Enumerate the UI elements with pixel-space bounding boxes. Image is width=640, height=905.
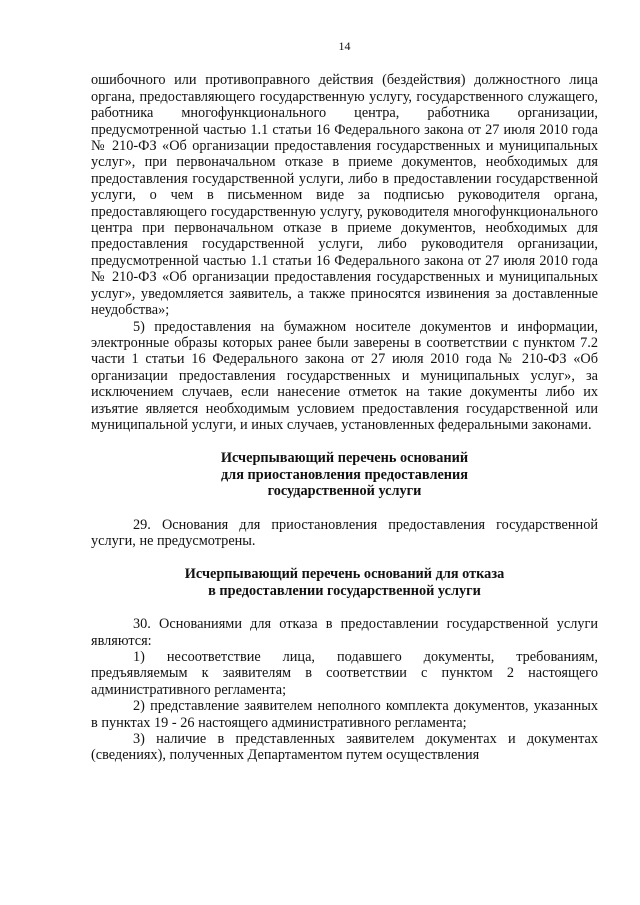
page-number: 14	[338, 39, 351, 53]
list-item-1: 1) несоответствие лица, подавшего документы, требованиям, предъявляемым к заявителям в соответствии с пунктом 2 настоящего административного регламента;	[91, 649, 598, 698]
heading-line: для приостановления предоставления	[220, 466, 469, 483]
section-heading-refusal	[91, 566, 598, 599]
heading-line: Исчерпывающий перечень оснований для отказа	[184, 566, 505, 583]
heading-line: Исчерпывающий перечень оснований	[220, 450, 469, 467]
paragraph-30: 30. Основаниями для отказа в предоставлении государственной услуги являются:	[91, 616, 598, 649]
list-item-3: 3) наличие в представленных заявителем документах и документах (сведениях), полученных Департаментом путем осуществления	[91, 731, 598, 764]
intro-paragraph: ошибочного или противоправного действия (бездействия) должностного лица органа, предоставляющего государственную услугу, государственного служащего, работника многофункционального центра, работника организации, предусмотренной частью 1.1 статьи 16 Федерального закона от 27 июля 2010 года № 210-ФЗ «Об организации предоставления государственных и муниципальных услуг», при первоначальном отказе в приеме документов, необходимых для предоставления государственной услуги, либо в предоставлении государственной услуги, о чем в письменном виде за подписью руководителя органа, предоставляющего государственную услугу, руководителя многофункционального центра при первоначальном отказе в приеме документов, необходимых для предоставления государственной услуги, либо руководителя организации, предусмотренной частью 1.1 статьи 16 Федерального закона от 27 июля 2010 года № 210-ФЗ «Об организации предоставления государственных и муниципальных услуг», уведомляется заявитель, а также приносятся извинения за доставленные неудобства»;	[91, 72, 598, 319]
section-heading-suspension	[91, 450, 598, 499]
heading-line: в предоставлении государственной услуги	[208, 582, 481, 599]
item-5-paragraph: 5) предоставления на бумажном носителе документов и информации, электронные образы которых ранее были заверены в соответствии с пунктом 7.2 части 1 статьи 16 Федерального закона от 27 июля 2010 года № 210-ФЗ «Об организации предоставления государственных и муниципальных услуг», за исключением случаев, если нанесение отметок на такие документы либо их изъятие является необходимым условием предоставления государственной или муниципальной услуги, и иных случаев, установленных федеральными законами.	[91, 318, 598, 433]
paragraph-29: 29. Основания для приостановления предоставления государственной услуги, не предусмотрены.	[91, 516, 598, 549]
list-item-2: 2) представление заявителем неполного комплекта документов, указанных в пунктах 19 - 26 настоящего административного регламента;	[91, 698, 598, 731]
heading-line: государственной услуги	[267, 483, 422, 500]
